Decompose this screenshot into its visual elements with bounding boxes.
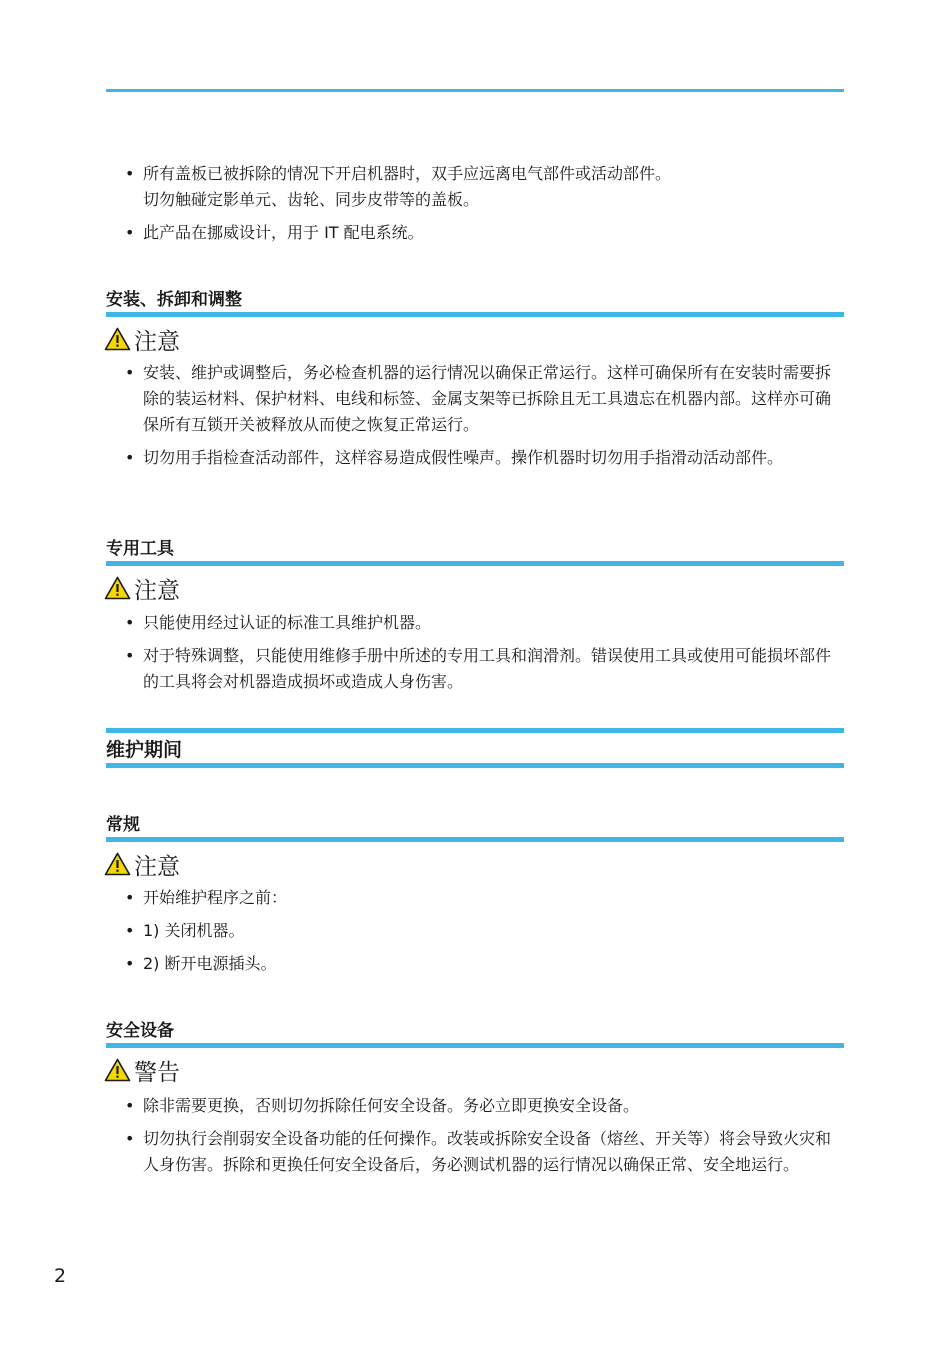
general-list [125,885,845,984]
caution-heading [104,849,180,879]
list-item: • 除非需要更换，否则切勿拆除任何安全设备。务必立即更换安全设备。 [125,1096,640,1115]
section-rule [106,312,844,317]
section-title-install: 安装、拆卸和调整 [106,290,242,310]
list-item-text: 2) 断开电源插头。 [143,954,277,973]
intro-list [125,161,845,253]
list-item-text: 开始维护程序之前： [143,888,288,907]
page-number: 2 [54,1265,67,1287]
list-item: • 对于特殊调整，只能使用维修手册中所述的专用工具和润滑剂。错误使用工具或使用可能损坏部件的工具将会对机器造成损坏或造成人身伤害。 [125,646,832,691]
caution-label: 注意 [134,328,180,355]
warning-triangle-icon [104,852,131,876]
caution-label: 注意 [134,577,180,604]
section-title-safety: 安全设备 [106,1021,174,1041]
warning-triangle-icon [104,576,131,600]
list-item-text: 切勿用手指检查活动部件，这样容易造成假性噪声。操作机器时切勿用手指滑动活动部件。 [143,448,784,467]
list-item: • 切勿用手指检查活动部件，这样容易造成假性噪声。操作机器时切勿用手指滑动活动部件。 [125,448,784,467]
list-item: • 安装、维护或调整后，务必检查机器的运行情况以确保正常运行。这样可确保所有在安装时需要拆除的装运材料、保护材料、电线和标签、金属支架等已拆除且无工具遗忘在机器内部。这样亦可确保所有互锁开关被释放从而使之恢复正常运行。 [125,363,832,434]
chapter-rule-top [106,728,844,733]
list-item-text: 1) 关闭机器。 [143,921,245,940]
list-item-text: 所有盖板已被拆除的情况下开启机器时，双手应远离电气部件或活动部件。 [143,164,672,183]
list-item: • 开始维护程序之前： [125,888,288,907]
warning-label: 警告 [134,1059,180,1086]
install-list [125,360,845,478]
caution-heading [104,324,180,354]
list-item-text: 安装、维护或调整后，务必检查机器的运行情况以确保正常运行。这样可确保所有在安装时需要拆除的装运材料、保护材料、电线和标签、金属支架等已拆除且无工具遗忘在机器内部。这样亦可确保所有互锁开关被释放从而使之恢复正常运行。 [143,363,832,434]
warning-triangle-icon [104,327,131,351]
list-item-text: 此产品在挪威设计，用于 IT 配电系统。 [143,223,424,242]
chapter-title-maintenance: 维护期间 [106,739,183,761]
list-item-text: 除非需要更换，否则切勿拆除任何安全设备。务必立即更换安全设备。 [143,1096,640,1115]
caution-heading [104,573,180,603]
section-rule [106,837,844,842]
list-item: • 1) 关闭机器。 [125,921,245,940]
warning-triangle-icon [104,1058,131,1082]
list-item: • 此产品在挪威设计，用于 IT 配电系统。 [125,223,424,242]
list-item: • 只能使用经过认证的标准工具维护机器。 [125,613,432,632]
section-title-general: 常规 [106,815,140,835]
list-item: • 所有盖板已被拆除的情况下开启机器时，双手应远离电气部件或活动部件。 切勿触碰定影单元、齿轮、同步皮带等的盖板。 [125,164,672,209]
section-rule [106,561,844,566]
chapter-rule-bottom [106,763,844,768]
list-item: • 2) 断开电源插头。 [125,954,277,973]
list-item: • 切勿执行会削弱安全设备功能的任何操作。改装或拆除安全设备（熔丝、开关等）将会导致火灾和人身伤害。拆除和更换任何安全设备后，务必测试机器的运行情况以确保正常、安全地运行。 [125,1129,832,1174]
list-item-text-line2: 切勿触碰定影单元、齿轮、同步皮带等的盖板。 [143,190,480,209]
top-rule [106,89,844,92]
list-item-text: 对于特殊调整，只能使用维修手册中所述的专用工具和润滑剂。错误使用工具或使用可能损坏部件的工具将会对机器造成损坏或造成人身伤害。 [143,646,832,691]
caution-label: 注意 [134,853,180,880]
list-item-text: 切勿执行会削弱安全设备功能的任何操作。改装或拆除安全设备（熔丝、开关等）将会导致火灾和人身伤害。拆除和更换任何安全设备后，务必测试机器的运行情况以确保正常、安全地运行。 [143,1129,832,1174]
list-item-text: 只能使用经过认证的标准工具维护机器。 [143,613,432,632]
section-title-tools: 专用工具 [106,539,174,559]
tools-list [125,610,845,702]
safety-list [125,1093,845,1185]
warning-heading [104,1055,180,1085]
section-rule [106,1043,844,1048]
